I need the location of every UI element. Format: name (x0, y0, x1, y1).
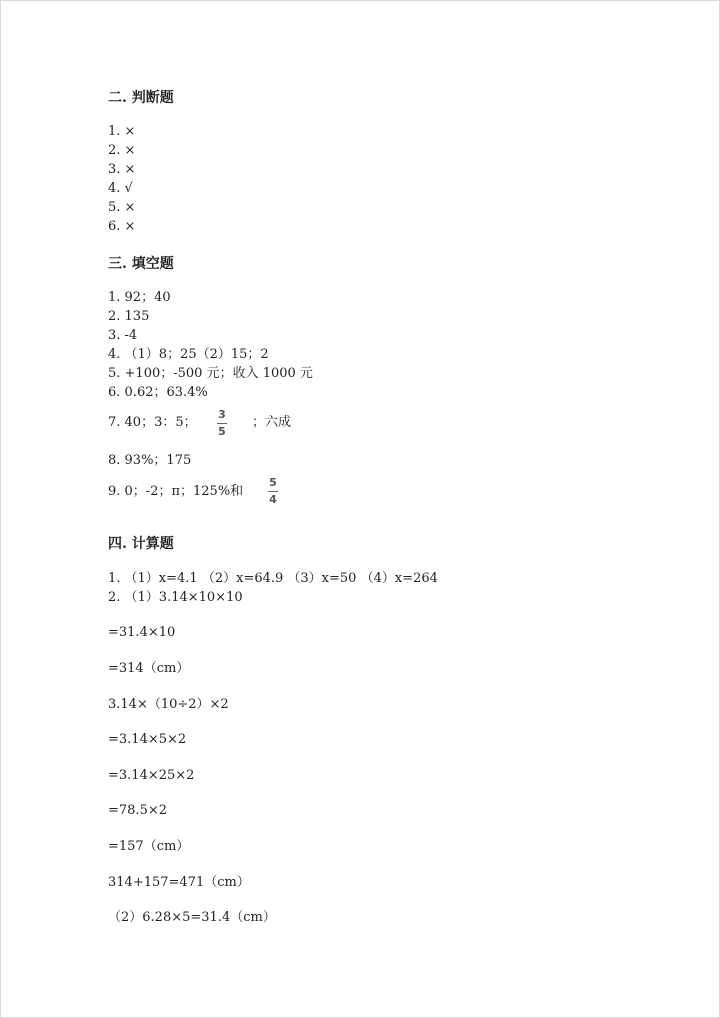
fill-answer-3: 3. -4 (108, 328, 138, 343)
calc-line-4: =314（cm） (108, 661, 190, 676)
calc-line-1: 1. （1）x=4.1 （2）x=64.9 （3）x=50 （4）x=264 (108, 571, 438, 586)
fraction-bar (268, 491, 278, 492)
calc-line-7: =3.14×25×2 (108, 768, 195, 783)
fraction-numerator: 5 (269, 476, 277, 489)
fill-answer-1: 1. 92；40 (108, 290, 171, 305)
judge-answer-5: 5. × (108, 200, 136, 215)
section-title-fill-blank: 三. 填空题 (108, 256, 174, 272)
fraction-denominator: 4 (269, 493, 277, 506)
fraction-denominator: 5 (218, 425, 226, 438)
calc-line-5: 3.14×（10÷2）×2 (108, 697, 229, 712)
judge-answer-1: 1. × (108, 124, 136, 139)
section-title-judgement: 二. 判断题 (108, 90, 174, 106)
fill-answer-9-text: 9. 0；-2；π；125%和 (108, 484, 244, 499)
fraction-five-fourths (268, 477, 278, 506)
fill-answer-4: 4. （1）8；25（2）15；2 (108, 347, 269, 362)
calc-line-8: =78.5×2 (108, 803, 168, 818)
calc-line-10: 314+157=471（cm） (108, 875, 250, 890)
calc-line-2: 2. （1）3.14×10×10 (108, 590, 243, 605)
fraction-bar (217, 423, 227, 424)
fill-answer-7-text: 7. 40；3：5； (108, 415, 197, 430)
calc-line-11: （2）6.28×5=31.4（cm） (108, 910, 276, 925)
calc-line-9: =157（cm） (108, 839, 190, 854)
fill-answer-7-suffix: ；六成 (252, 415, 292, 430)
fraction-numerator: 3 (218, 408, 226, 421)
fill-answer-8: 8. 93%；175 (108, 453, 192, 468)
judge-answer-4: 4. √ (108, 181, 133, 196)
judge-answer-6: 6. × (108, 219, 136, 234)
fill-answer-5: 5. +100；-500 元；收入 1000 元 (108, 366, 313, 381)
fill-answer-6: 6. 0.62；63.4% (108, 385, 208, 400)
section-title-calculation: 四. 计算题 (108, 536, 174, 552)
calc-line-6: =3.14×5×2 (108, 732, 187, 747)
judge-answer-2: 2. × (108, 143, 136, 158)
calc-line-3: =31.4×10 (108, 625, 176, 640)
fill-answer-2: 2. 135 (108, 309, 150, 324)
fraction-three-fifths (217, 409, 227, 438)
judge-answer-3: 3. × (108, 162, 136, 177)
